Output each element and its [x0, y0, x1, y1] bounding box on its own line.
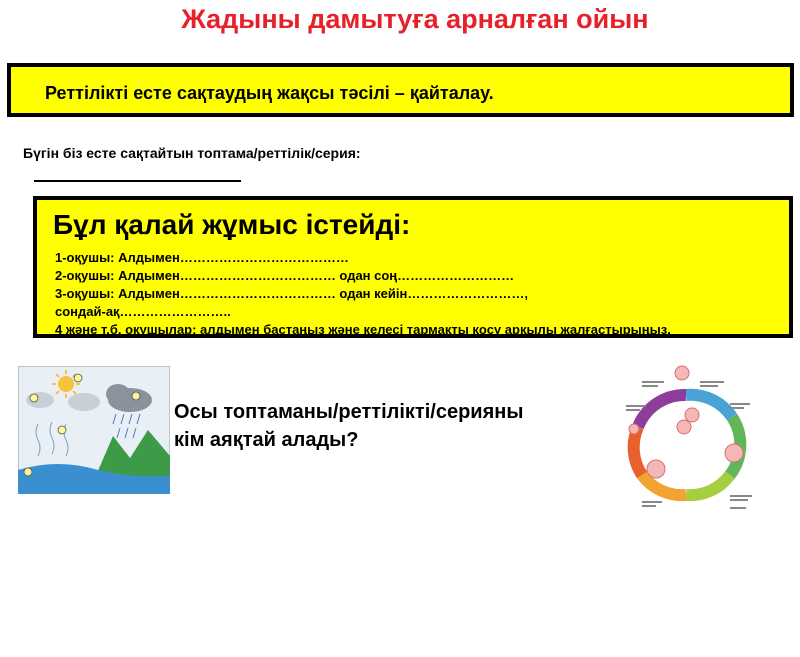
- question-line-1: Осы топтаманы/реттілікті/серияны: [174, 401, 524, 423]
- page-title: Жадыны дамытуға арналған ойын: [181, 4, 649, 34]
- tip-text: Реттілікті есте сақтаудың жақсы тәсілі – қайталау.: [45, 83, 494, 103]
- step-student-4: 4 және т.б. оқушылар: алдымен бастаңыз және келесі тармақты қосу арқылы жалғастырыңыз.: [55, 322, 671, 337]
- step-student-3: 3-оқушы: Алдымен……………………………… одан кейін………………………,: [55, 286, 528, 301]
- answer-line: [34, 180, 241, 182]
- water-cycle-diagram: [18, 366, 170, 494]
- step-student-1: 1-оқушы: Алдымен…………………………………: [55, 250, 349, 265]
- step-student-2: 2-оқушы: Алдымен……………………………… одан соң………………………: [55, 268, 515, 283]
- question-line-2: кім аяқтай алады?: [174, 429, 359, 451]
- step-also: сондай-ақ……………………..: [55, 304, 231, 319]
- today-label: Бүгін біз есте сақтайтын топтама/реттілік/серия:: [23, 145, 361, 161]
- cell-cycle-diagram: [612, 357, 760, 525]
- question-text: [174, 398, 614, 454]
- steps-list: [55, 249, 745, 339]
- how-it-works-title: Бұл қалай жұмыс істейді:: [53, 209, 411, 240]
- tip-box: [7, 63, 794, 117]
